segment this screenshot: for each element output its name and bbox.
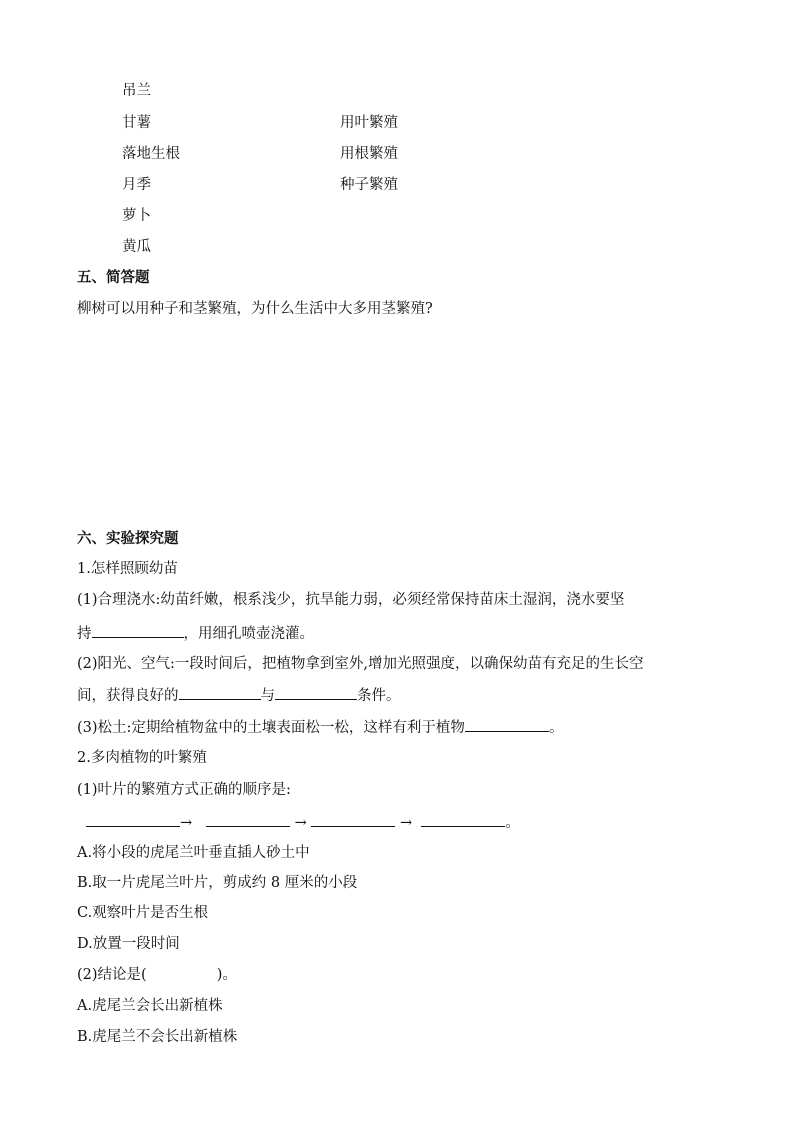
answer-blank[interactable] (179, 685, 261, 700)
paragraph: (1)叶片的繁殖方式正确的顺序是: (77, 782, 291, 798)
arrow-icon: → (294, 815, 307, 831)
answer-blank[interactable] (206, 812, 290, 827)
match-left-item: 吊兰 (122, 83, 151, 99)
question-title: 2.多肉植物的叶繁殖 (77, 750, 207, 766)
answer-blank[interactable] (86, 812, 180, 827)
answer-blank[interactable] (421, 812, 505, 827)
paragraph: (1)合理浇水:幼苗纤嫩，根系浅少，抗旱能力弱，必须经常保持苗床土湿润，浇水要坚 (77, 592, 625, 608)
text: )。 (216, 967, 237, 983)
text: 条件。 (357, 688, 401, 704)
option: A.虎尾兰会长出新植株 (77, 998, 223, 1014)
paragraph (77, 965, 237, 985)
option: B.虎尾兰不会长出新植株 (77, 1029, 238, 1045)
question-title: 1.怎样照顾幼苗 (77, 561, 178, 577)
text: (3)松土:定期给植物盆中的土壤表面松一松，这样有利于植物 (77, 720, 465, 736)
option: D.放置一段时间 (77, 936, 180, 952)
match-right-item: 种子繁殖 (340, 177, 398, 193)
option: C.观察叶片是否生根 (77, 905, 209, 921)
match-left-item: 黄瓜 (122, 239, 151, 255)
paragraph (77, 717, 563, 738)
text: 持 (77, 626, 92, 642)
match-left-item: 落地生根 (122, 146, 180, 162)
paragraph (77, 623, 314, 644)
option: A.将小段的虎尾兰叶垂直插人砂土中 (77, 845, 310, 861)
text: 与 (260, 688, 275, 704)
sequence-blanks (86, 812, 520, 833)
match-left-item: 甘薯 (122, 115, 151, 131)
text: (2)结论是( (77, 967, 147, 983)
section-heading: 六、实验探究题 (77, 531, 179, 547)
question-text: 柳树可以用种子和茎繁殖，为什么生活中大多用茎繁殖? (77, 301, 433, 317)
paragraph (77, 685, 401, 706)
section-heading: 五、简答题 (77, 270, 150, 286)
answer-blank[interactable] (92, 623, 184, 638)
answer-blank[interactable] (311, 812, 395, 827)
paragraph: (2)阳光、空气:一段时间后，把植物拿到室外,增加光照强度，以确保幼苗有充足的生长空 (77, 656, 644, 672)
match-right-item: 用叶繁殖 (340, 115, 398, 131)
match-right-item: 用根繁殖 (340, 146, 398, 162)
text: ，用细孔喷壶浇灌。 (183, 626, 314, 642)
answer-blank[interactable] (465, 717, 549, 732)
text: 。 (548, 720, 564, 736)
text: 间，获得良好的 (77, 688, 179, 704)
match-left-item: 萝卜 (122, 208, 151, 224)
text: 。 (505, 815, 520, 831)
option: B.取一片虎尾兰叶片，剪成约 8 厘米的小段 (77, 875, 358, 891)
arrow-icon: → (180, 815, 193, 831)
match-left-item: 月季 (122, 177, 151, 193)
answer-blank[interactable] (275, 685, 357, 700)
arrow-icon: → (399, 815, 413, 831)
